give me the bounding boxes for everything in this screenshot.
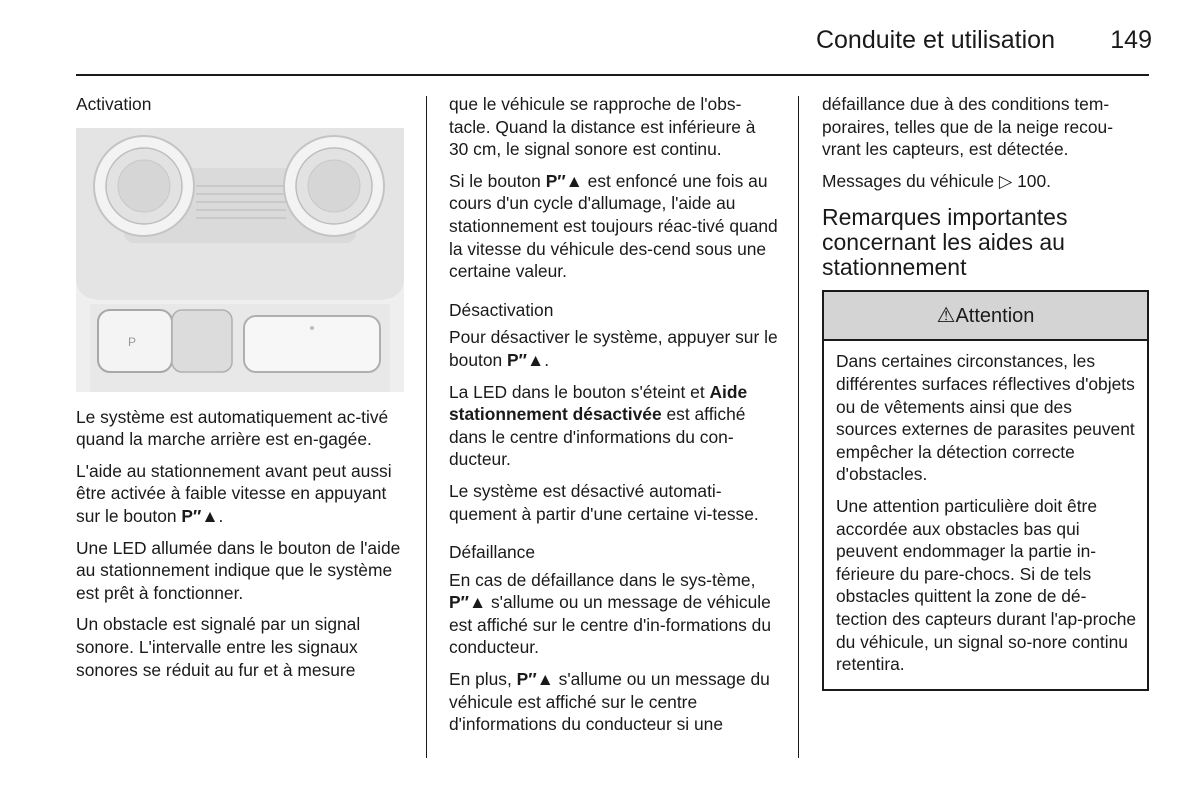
park-assist-button-icon: P′′▲ — [507, 349, 545, 370]
paragraph — [76, 460, 402, 528]
parking-button-console-illustration — [76, 128, 404, 392]
header-rule — [76, 74, 1149, 76]
paragraph: défaillance due à des conditions tem-poraires, telles que de la neige recou-vrant les capteurs, est détectée. — [822, 94, 1113, 160]
svg-text:P: P — [128, 334, 137, 349]
paragraph — [449, 170, 779, 283]
park-assist-button-icon: P′′▲ — [516, 669, 554, 690]
warning-box — [822, 290, 1149, 690]
column-separator — [798, 96, 799, 758]
text: Si le bouton — [449, 170, 546, 191]
warning-header — [824, 292, 1147, 341]
paragraph: Le système est automatiquement ac-tivé quand la marche arrière est en-gagée. — [76, 406, 389, 450]
paragraph — [449, 668, 779, 736]
display-message: Aide stationnement désactivée — [449, 381, 748, 425]
text: La LED dans le bouton s'éteint et — [449, 381, 710, 402]
paragraph: Une LED allumée dans le bouton de l'aide au stationnement indique que le système est prêt à fonctionner. — [76, 537, 401, 603]
paragraph: que le véhicule se rapproche de l'obs-tacle. Quand la distance est inférieure à 30 cm, le signal sonore est continu. — [449, 94, 756, 160]
column-3 — [822, 93, 1149, 691]
column-2 — [449, 93, 779, 745]
text: est enfoncé une fois au cours d'un cycle d'allumage, l'aide au stationnement est toujours réac-tivé quand la vitesse du véhicule des-cend sous une certaine valeur. — [449, 170, 778, 282]
text: . — [544, 349, 550, 370]
park-assist-button-icon: P′′▲ — [181, 505, 219, 526]
page-header-title: Conduite et utilisation — [815, 26, 1055, 54]
paragraph — [822, 170, 1149, 193]
warning-title: Attention — [955, 304, 1035, 327]
paragraph: Un obstacle est signalé par un signal sonore. L'intervalle entre les signaux sonores se réduit au fur et à mesure — [76, 614, 361, 680]
heading-activation: Activation — [76, 94, 152, 114]
paragraph: Le système est désactivé automati-quement à partir d'une certaine vi-tesse. — [449, 480, 759, 524]
column-1 — [76, 93, 402, 690]
paragraph — [449, 381, 779, 471]
park-assist-button-icon: P′′▲ — [449, 592, 487, 613]
warning-triangle-icon: ⚠ — [936, 303, 956, 327]
text: s'allume ou un message de véhicule est affiché sur le centre d'in-formations du conducteur. — [449, 592, 771, 658]
text: s'allume ou un message du véhicule est affiché sur le centre d'informations du conducteur si une — [449, 669, 770, 735]
heading-deactivation: Désactivation — [449, 299, 554, 320]
page-reference-link[interactable]: 100. — [1012, 170, 1051, 191]
heading-remarks: Remarques importantes concernant les aides au stationnement — [822, 204, 1068, 281]
park-assist-button-icon: P′′▲ — [545, 170, 583, 191]
text: est affiché dans le centre d'informations du con-ducteur. — [449, 404, 746, 470]
warning-paragraph: Dans certaines circonstances, les différentes surfaces réflectives d'objets ou de vêtements ainsi que des sources externes de parasites peuvent empêcher la détection correcte d'obstacles. — [836, 351, 1135, 485]
heading-failure: Défaillance — [449, 542, 536, 563]
paragraph — [449, 569, 779, 659]
text: . — [218, 505, 224, 526]
warning-body — [824, 341, 1147, 688]
text: En cas de défaillance dans le sys-tème, — [449, 569, 756, 590]
paragraph — [449, 326, 779, 371]
warning-paragraph: Une attention particulière doit être accordée aux obstacles bas qui peuvent endommager la partie in-férieure du pare-chocs. Si de tels obstacles quittent la zone de dé-tection des capteurs durant l'ap-proche du véhicule, un signal so-nore continu retentira. — [836, 495, 1137, 675]
text: L'aide au stationnement avant peut aussi être activée à faible vitesse en appuyant sur le bouton — [76, 460, 392, 526]
text: En plus, — [449, 669, 517, 690]
page-number: 149 — [1110, 26, 1152, 54]
console-illustration-svg — [76, 128, 404, 392]
text: Pour désactiver le système, appuyer sur le bouton — [449, 327, 778, 370]
text: Messages du véhicule — [822, 170, 999, 191]
column-separator — [426, 96, 427, 758]
page-reference-arrow-icon: ▷ — [998, 170, 1013, 191]
